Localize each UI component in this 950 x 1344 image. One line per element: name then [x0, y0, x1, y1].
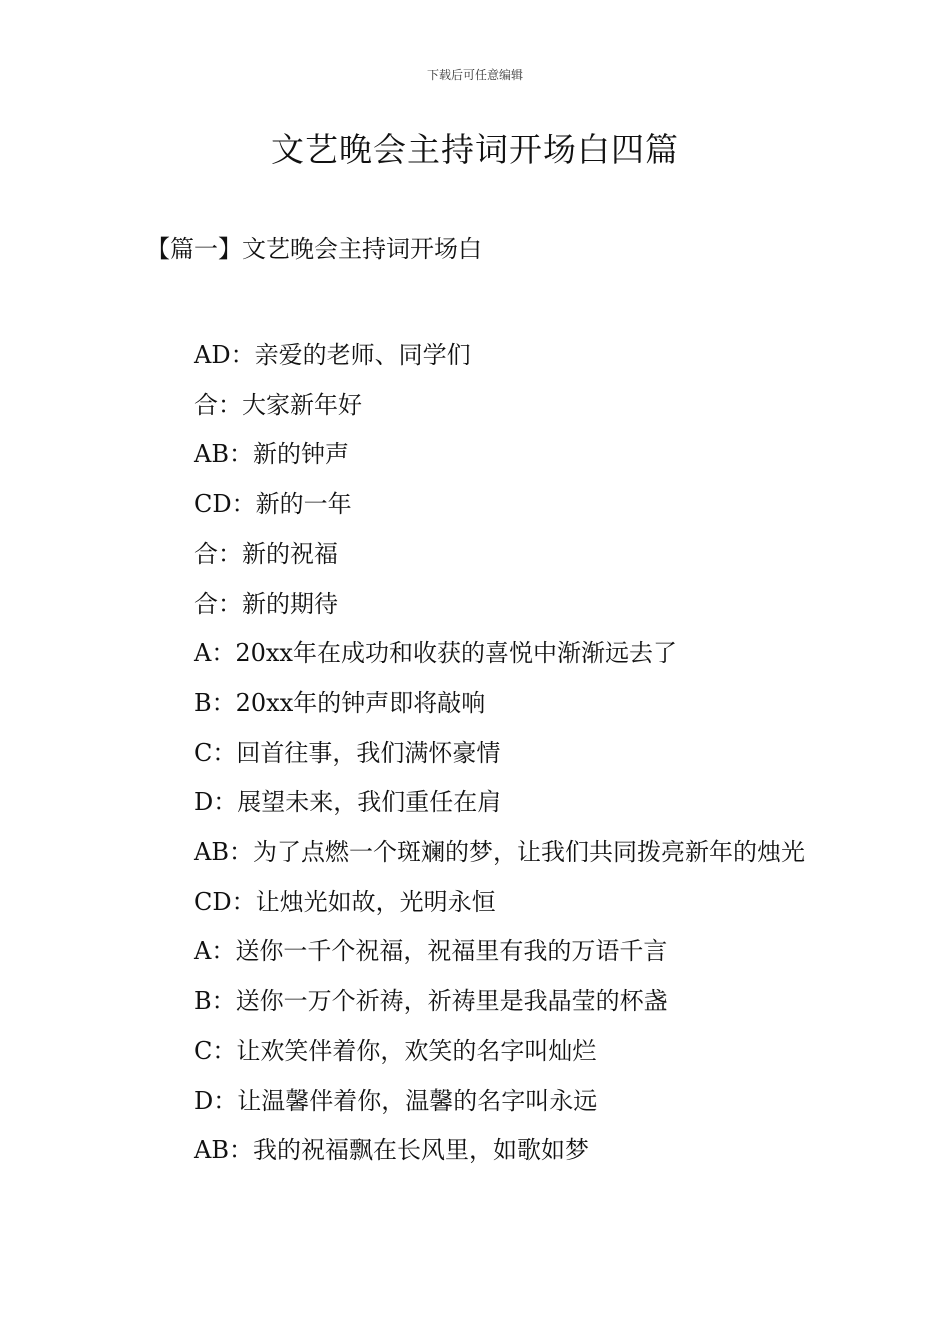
section-heading: 【篇一】文艺晚会主持词开场白: [146, 235, 482, 263]
script-line: B：20xx年的钟声即将敲响: [194, 688, 486, 717]
script-line: A：送你一千个祝福，祝福里有我的万语千言: [194, 937, 668, 966]
document-title: 文艺晚会主持词开场白四篇: [271, 130, 679, 169]
script-line: CD：让烛光如故，光明永恒: [194, 887, 496, 916]
header-note: 下载后可任意编辑: [426, 68, 523, 82]
script-line: C：回首往事，我们满怀豪情: [194, 738, 501, 767]
script-line: D：展望未来，我们重任在肩: [194, 788, 502, 817]
script-line: CD：新的一年: [194, 490, 352, 519]
script-line: 合：新的祝福: [194, 539, 338, 568]
script-line: C：让欢笑伴着你，欢笑的名字叫灿烂: [194, 1036, 597, 1065]
script-line: D：让温馨伴着你，温馨的名字叫永远: [194, 1086, 598, 1115]
script-line: A：20xx年在成功和收获的喜悦中渐渐远去了: [194, 639, 677, 668]
script-line: 合：新的期待: [194, 589, 338, 618]
script-line: 合：大家新年好: [194, 390, 362, 419]
script-line: AB：我的祝福飘在长风里，如歌如梦: [194, 1136, 589, 1165]
script-lines: [146, 331, 816, 1176]
script-line: AB：新的钟声: [194, 440, 349, 469]
script-line: AD：亲爱的老师、同学们: [194, 341, 471, 369]
script-line: AB：为了点燃一个斑斓的梦，让我们共同拨亮新年的烛光: [194, 838, 805, 867]
script-line: B：送你一万个祈祷，祈祷里是我晶莹的杯盏: [194, 987, 668, 1016]
